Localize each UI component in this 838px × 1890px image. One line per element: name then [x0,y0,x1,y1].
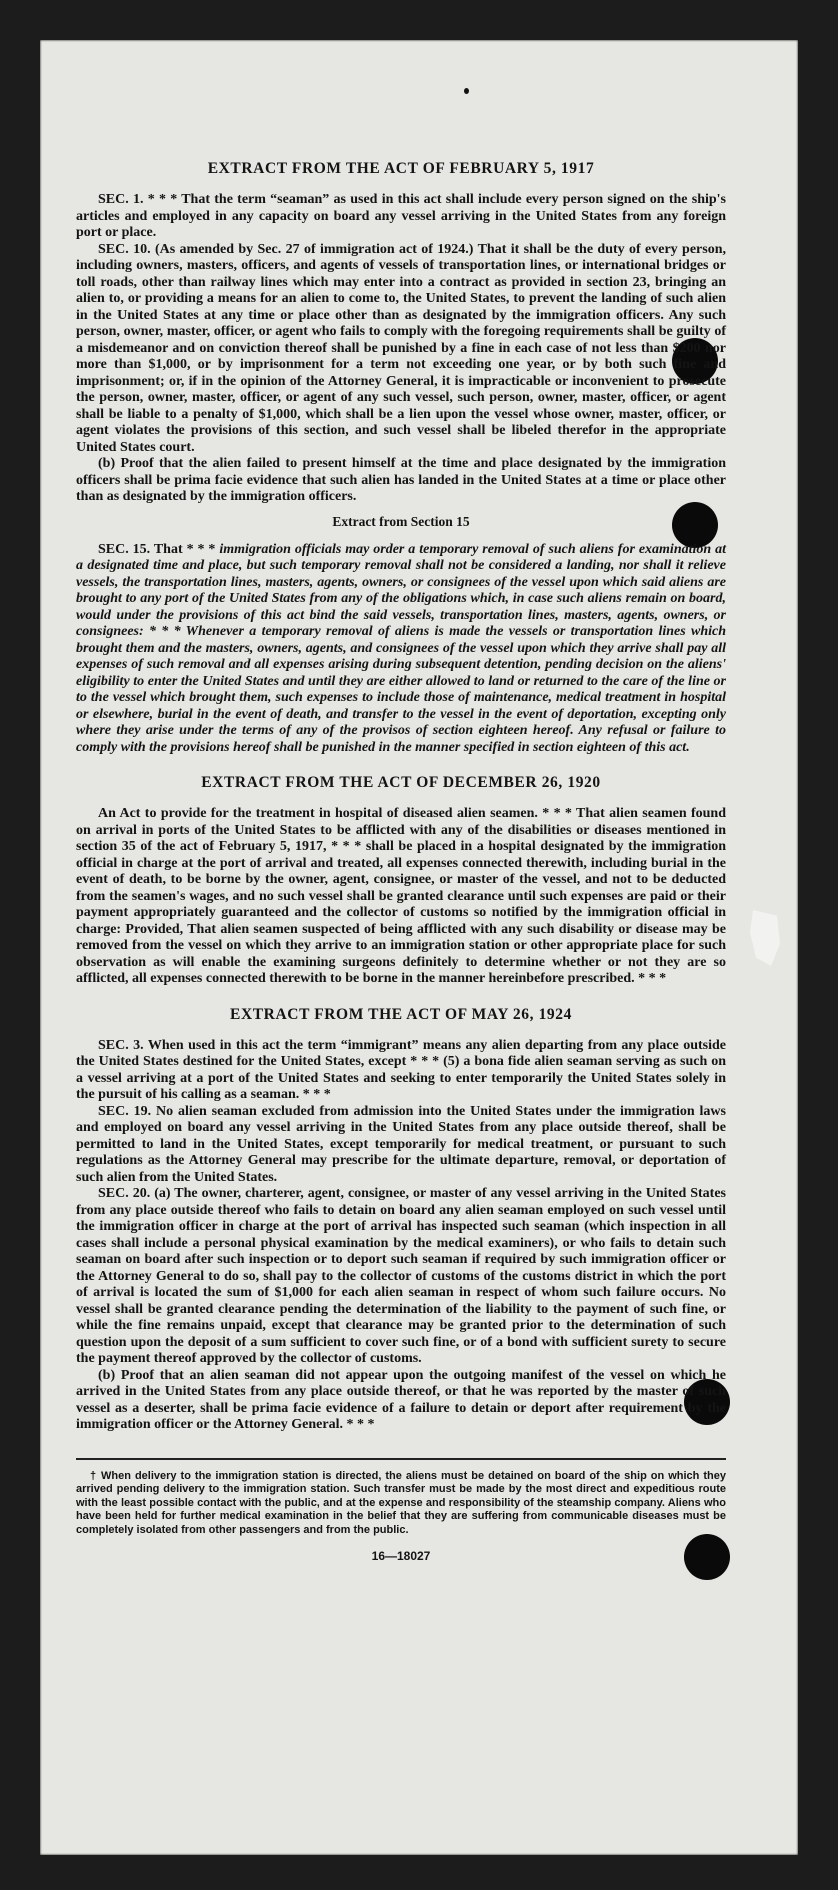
paragraph-sec-3: SEC. 3. When used in this act the term “immigrant” means any alien departing from any place outside the United States destined for the United States, except * * * (5) a bona fide alien seaman serving as such on a vessel arriving at a port of the United States and seeking to enter temporarily the United States solely in the pursuit of his calling as a seaman. * * * [76,1037,726,1102]
paragraph-act-1920: An Act to provide for the treatment in hospital of diseased alien seamen. * * * That alien seamen found on arrival in ports of the United States to be afflicted with any of the disabilities or diseases mentioned in section 35 of the act of February 5, 1917, * * * shall be placed in a hospital designated by the immigration official in charge at the port of arrival and treated, all expenses connected therewith, including burial in the event of death, to be borne by the owner, agent, consignee, or master of the vessel, and not to be deducted from the seamen's wages, and no such vessel shall be granted clearance until such expenses are paid or their payment appropriately guaranteed and the collector of customs so notified by the immigration official in charge: Provided, That alien seamen suspected of being afflicted with any such disability or disease may be removed from the vessel on which they arrive to an immigration station or other appropriate place for such observation as will enable the examining surgeons definitely to determine whether or not they are so afflicted, all expenses connected therewith to be borne in the manner hereinbefore prescribed. * * * [76,806,726,986]
paragraph-sec-15 [76,542,726,757]
footnote: † When delivery to the immigration station is directed, the aliens must be detained on board of the ship on which they arrived pending delivery to the immigration station. Such transfer must be made by the most direct and expeditious route with the least possible contact with the public, and at the expense and responsibility of the steamship company. Aliens who have been held for further medical examination in the belief that they are suffering from communicable diseases must be completely isolated from other passengers and from the public. [76,1469,726,1536]
divider [76,1458,726,1460]
heading-act-1920: EXTRACT FROM THE ACT OF DECEMBER 26, 1920 [201,774,601,791]
paragraph-sec-20-a: SEC. 20. (a) The owner, charterer, agent, consignee, or master of any vessel arriving in the United States from any place outside thereof who fails to detain on board any alien seaman employed on such vessel until the immigration officer in charge at the port of arrival has inspected such seaman (which inspection in all cases shall include a personal physical examination by the medical examiners), or who fails to detain such seaman on board after such inspection or to deport such seaman if required by such immigration officer or the Attorney General to do so, shall pay to the collector of customs of the customs district in which the port of arrival is located the sum of $1,000 for each alien seaman in respect of whom such failure occurs. No vessel shall be granted clearance pending the determination of the liability to the payment of such fine, or while the fine remains unpaid, except that clearance may be granted prior to the determination of such question upon the deposit of a sum sufficient to cover such fine, or of a bond with sufficient surety to secure the payment thereof approved by the collector of customs. [76,1186,726,1366]
heading-act-1917: EXTRACT FROM THE ACT OF FEBRUARY 5, 1917 [207,160,595,177]
sec-15-italic: immigration officials may order a temporary removal of such aliens for examination at a designated time and place, but such temporary removal shall not be considered a landing, nor shall it relieve vessels, the transportation lines, masters, agents, owners, or consignees of the vessel upon which said aliens are brought to any port of the United States from any of the obligations which, in case such aliens remain on board, would under the provisions of this act bind the said vessels, transportation lines, masters, agents, owners, or consignees: * * * Whenever a temporary removal of aliens is made the vessels or transportation lines which brought them and the masters, owners, agents, and consignees of the vessel upon which they arrive shall pay all expenses of such removal and all expenses arising during subsequent detention, pending decision on the aliens' eligibility to enter the United States and until they are either allowed to land or returned to the care of the line or to the vessel which brought them, such expenses to include those of maintenance, medical treatment in hospital or elsewhere, burial in the event of death, and transfer to the vessel in the event of deportation, excepting only where they arise under the terms of any of the provisos of section eighteen hereof. Any refusal or failure to comply with the provisions hereof shall be punished in the manner specified in section eighteen of this act. [76,541,726,755]
document-body [76,160,726,1563]
mark-dot [464,88,469,94]
heading-section-15: Extract from Section 15 [332,513,470,529]
paragraph-sec-10: SEC. 10. (As amended by Sec. 27 of immigration act of 1924.) That it shall be the duty of every person, including owners, masters, officers, and agents of vessels of transportation lines, or international bridges or toll roads, other than railway lines which may enter into a contract as provided in section 23, bringing an alien to, or providing a means for an alien to come to, the United States, to prevent the landing of such alien in the United States at any time or place other than as designated by the immigration officers. Any such person, owner, master, officer, or agent who fails to comply with the foregoing requirements shall be guilty of a misdemeanor and on conviction thereof shall be punished by a fine in each case of not less than $200 nor more than $1,000, or by imprisonment for a term not exceeding one year, or by both such fine and imprisonment; or, if in the opinion of the Attorney General, it is impracticable or inconvenient to prosecute the person, owner, master, officer, or agent of any such vessel, such person, owner, master, officer, or agent shall be liable to a penalty of $1,000, which shall be a lien upon the vessel whose owner, master, officer, or agent violates the provisions of this section, and such vessel shall be libeled therefor in the appropriate United States court. [76,241,726,455]
paragraph-sec-19: SEC. 19. No alien seaman excluded from admission into the United States under the immigration laws and employed on board any vessel arriving in the United States from any place outside thereof, shall be permitted to land in the United States, except temporarily for medical treatment, or pursuant to such regulations as the Attorney General may prescribe for the ultimate departure, removal, or deportation of such alien from the United States. [76,1103,726,1185]
page-number: 16—18027 [371,1549,431,1563]
paragraph-sec-10-b: (b) Proof that the alien failed to present himself at the time and place designated by the immigration officers shall be prima facie evidence that such alien has landed in the United States at a time or place other than as designated by the immigration officers. [76,456,726,504]
heading-act-1924: EXTRACT FROM THE ACT OF MAY 26, 1924 [230,1005,572,1023]
paper-tear [750,910,780,966]
paragraph-sec-20-b: (b) Proof that an alien seaman did not appear upon the outgoing manifest of the vessel on which he arrived in the United States from any place outside thereof, or that he was reported by the master of such vessel as a deserter, shall be prima facie evidence of a failure to detain or deport after requirement by the immigration officer or the Attorney General. * * * [76,1367,726,1432]
sec-15-lead: SEC. 15. That * * * [98,541,220,557]
paragraph-sec-1: SEC. 1. * * * That the term “seaman” as used in this act shall include every person signed on the ship's articles and employed in any capacity on board any vessel arriving in the United States from any foreign port or place. [76,192,726,240]
